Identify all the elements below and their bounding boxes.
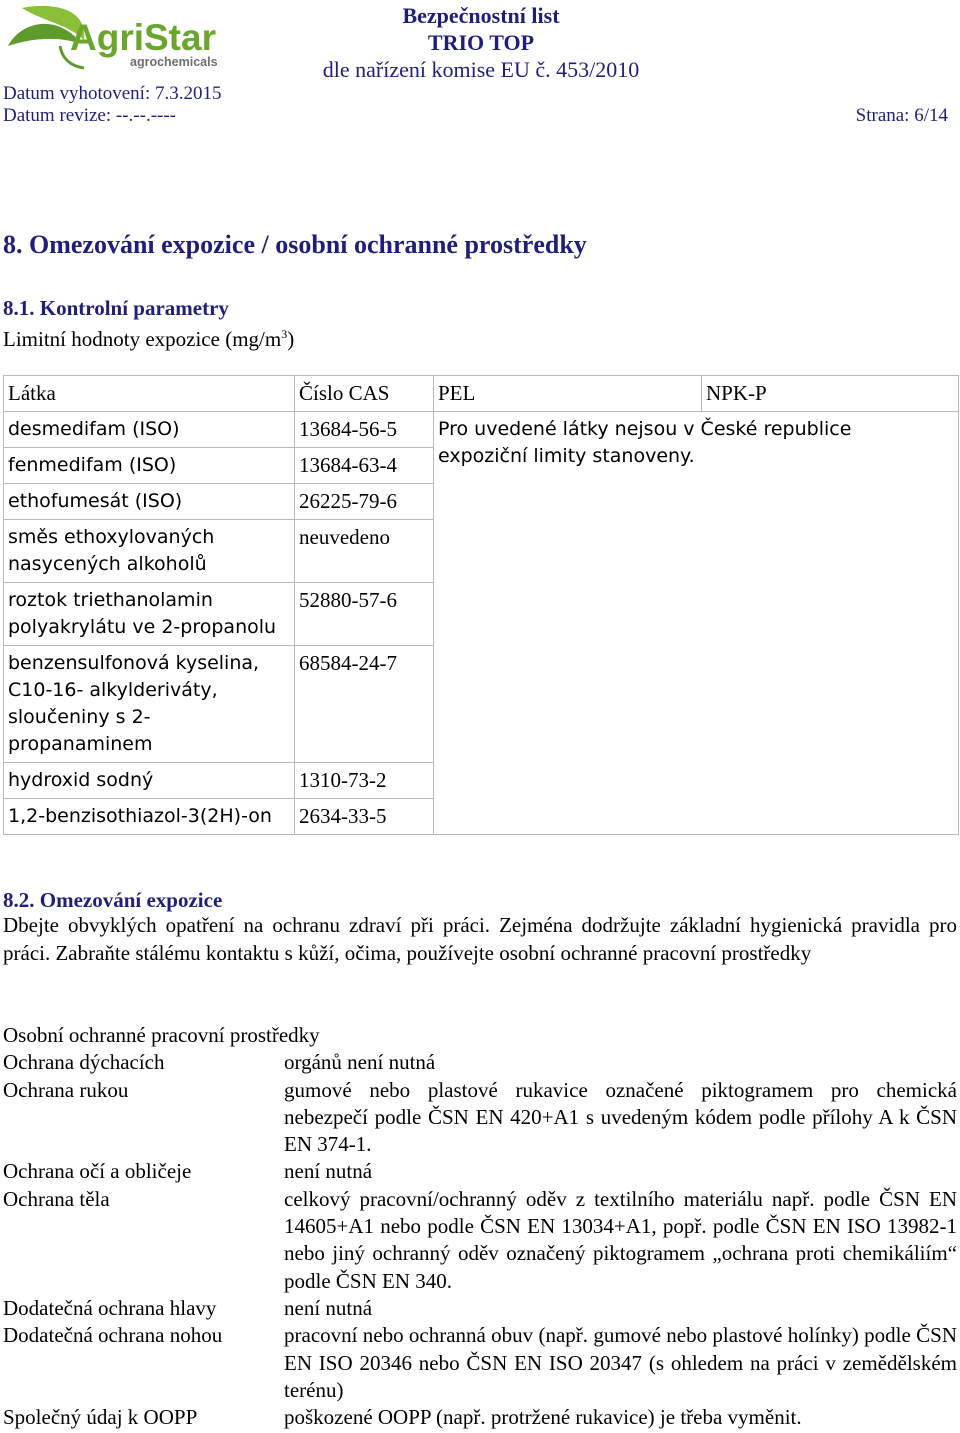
substance-name: hydroxid sodný bbox=[4, 763, 295, 799]
product-name: TRIO TOP bbox=[427, 30, 535, 55]
ppe-label: Dodatečná ochrana hlavy bbox=[3, 1295, 217, 1320]
regulation: dle nařízení komise EU č. 453/2010 bbox=[322, 57, 640, 82]
agristar-logo bbox=[0, 0, 240, 74]
ppe-row-eyes bbox=[3, 1158, 960, 1185]
page-number: Strana: 6/14 bbox=[855, 105, 948, 126]
column-header-cas: Číslo CAS bbox=[295, 376, 434, 412]
ppe-value: celkový pracovní/ochranný oděv z textilního materiálu např. podle ČSN EN 14605+A1 nebo podle ČSN EN 13034+A1, popř. podle ČSN EN ISO 13982-1 nebo jiný ochranný oděv označený piktogramem „ochrana proti chemikáliím“ podle ČSN EN 340. bbox=[284, 1186, 957, 1293]
column-header-npk-p: NPK-P bbox=[702, 376, 959, 412]
ppe-label: Ochrana těla bbox=[3, 1186, 110, 1211]
ppe-value: orgánů není nutná bbox=[284, 1050, 436, 1075]
ppe-row-general bbox=[3, 1404, 960, 1431]
ppe-label: Společný údaj k OOPP bbox=[3, 1405, 198, 1430]
column-header-substance: Látka bbox=[4, 376, 295, 412]
ppe-value: poškozené OOPP (např. protržené rukavice) je třeba vyměnit. bbox=[284, 1405, 802, 1430]
document-header bbox=[300, 2, 662, 83]
cas-number: 13684-63-4 bbox=[295, 448, 434, 484]
cas-number: 1310-73-2 bbox=[295, 763, 434, 799]
cas-number: 52880-57-6 bbox=[295, 583, 434, 646]
created-date: Datum vyhotovení: 7.3.2015 bbox=[3, 83, 222, 104]
ppe-label: Ochrana dýchacích bbox=[3, 1050, 165, 1075]
column-header-pel: PEL bbox=[434, 376, 702, 412]
cas-number: 13684-56-5 bbox=[295, 412, 434, 448]
brand-subtitle: agrochemicals bbox=[130, 55, 218, 69]
substance-name: směs ethoxylovaných nasycených alkoholů bbox=[4, 520, 295, 583]
exposure-control-text: Dbejte obvyklých opatření na ochranu zdraví při práci. Zejména dodržujte základní hygienická pravidla pro práci. Zabraňte stálému kontaktu s kůží, očima, používejte osobní ochranné pracovní prostředky bbox=[3, 913, 957, 965]
exposure-limits-caption: Limitní hodnoty expozice $(mg/m^3)$ bbox=[3, 327, 295, 351]
brand-name: AgriStar bbox=[70, 17, 216, 58]
ppe-value: není nutná bbox=[284, 1295, 373, 1320]
table-header-row bbox=[4, 376, 959, 412]
ppe-label: Ochrana očí a obličeje bbox=[3, 1159, 192, 1184]
ppe-row-head bbox=[3, 1295, 960, 1322]
ppe-value: není nutná bbox=[284, 1159, 373, 1184]
subsection-8-2-title: 8.2. Omezování expozice bbox=[3, 888, 223, 912]
ppe-row-respiratory bbox=[3, 1049, 960, 1076]
ppe-label: Ochrana rukou bbox=[3, 1077, 129, 1102]
document-title: Bezpečnostní list bbox=[402, 3, 560, 28]
ppe-row-body bbox=[3, 1186, 960, 1295]
ppe-row-feet bbox=[3, 1322, 960, 1404]
exposure-limits-table bbox=[3, 375, 959, 835]
ppe-value: pracovní nebo ochranná obuv (např. gumové nebo plastové holínky) podle ČSN EN ISO 20346 nebo ČSN EN ISO 20347 (s ohledem na práci v zemědělském terénu) bbox=[284, 1323, 957, 1402]
limits-note: Pro uvedené látky nejsou v České republice expoziční limity stanoveny. bbox=[434, 412, 959, 835]
ppe-row-hands bbox=[3, 1077, 960, 1159]
leaf-logo-icon bbox=[0, 0, 240, 74]
substance-name: desmedifam (ISO) bbox=[4, 412, 295, 448]
ppe-section bbox=[3, 1022, 960, 1431]
substance-name: 1,2-benzisothiazol-3(2H)-on bbox=[4, 799, 295, 835]
ppe-label: Dodatečná ochrana nohou bbox=[3, 1323, 223, 1348]
cas-number: 26225-79-6 bbox=[295, 484, 434, 520]
ppe-title: Osobní ochranné pracovní prostředky bbox=[3, 1023, 320, 1047]
ppe-value: gumové nebo plastové rukavice označené piktogramem pro chemická nebezpečí podle ČSN EN 420+A1 s uvedeným kódem podle přílohy A k ČSN EN 374-1. bbox=[284, 1077, 957, 1157]
substance-name: benzensulfonová kyselina, C10-16- alkylderiváty, sloučeniny s 2-propanaminem bbox=[4, 646, 295, 763]
revision-date: Datum revize: --.--.---- bbox=[3, 105, 177, 126]
subsection-8-1-title: 8.1. Kontrolní parametry bbox=[3, 296, 229, 320]
substance-name: roztok triethanolamin polyakrylátu ve 2-propanolu bbox=[4, 583, 295, 646]
substance-name: ethofumesát (ISO) bbox=[4, 484, 295, 520]
table-row bbox=[4, 412, 959, 448]
cas-number: neuvedeno bbox=[295, 520, 434, 583]
cas-number: 2634-33-5 bbox=[295, 799, 434, 835]
cas-number: 68584-24-7 bbox=[295, 646, 434, 763]
section-title: 8. Omezování expozice / osobní ochranné prostředky bbox=[3, 230, 587, 259]
substance-name: fenmedifam (ISO) bbox=[4, 448, 295, 484]
